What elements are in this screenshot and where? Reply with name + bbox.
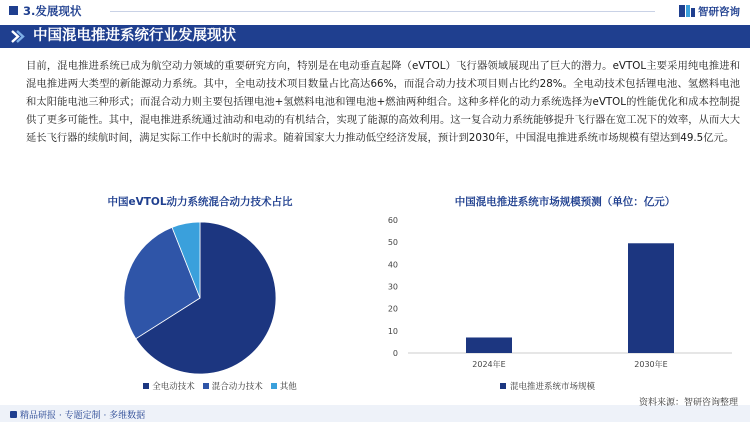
y-tick-label: 30 (387, 282, 398, 292)
pie-legend-item (203, 380, 263, 392)
y-tick-label: 60 (387, 216, 398, 225)
pie-legend-item (271, 380, 297, 392)
top-bar (0, 0, 750, 22)
x-tick-label: 2024年E (472, 360, 506, 369)
y-tick-label: 20 (387, 304, 398, 314)
section-marker-icon (9, 6, 18, 15)
y-tick-label: 0 (392, 349, 398, 358)
banner-title: 中国混电推进系统行业发展现状 (33, 28, 236, 44)
pie-legend-swatch (143, 383, 149, 389)
pie-legend-label: 混合动力技术 (211, 382, 263, 392)
y-tick-label: 50 (387, 238, 398, 248)
chevron-right-icon (10, 29, 25, 44)
pie-chart-title: 中国eVTOL动力系统混合动力技术占比 (107, 196, 293, 208)
bar-legend (500, 380, 595, 392)
brand-icon (679, 4, 695, 18)
bar-1 (628, 243, 674, 353)
pie-legend-item (143, 380, 195, 392)
footer-tagline-text: 精品研报 · 专题定制 · 多维数据 (20, 411, 146, 421)
pie-legend-label: 全电动技术 (152, 382, 195, 392)
pie-chart (120, 220, 280, 376)
pie-legend-swatch (203, 383, 209, 389)
bar-legend-label: 混电推进系统市场规模 (510, 382, 596, 392)
header-divider (110, 11, 655, 12)
bar-legend-swatch (500, 383, 506, 389)
brand-logo (679, 3, 740, 19)
source-note: 资料来源：智研咨询整理 (638, 398, 738, 408)
bar-chart (360, 210, 740, 380)
banner (0, 25, 750, 48)
pie-legend-label: 其他 (279, 382, 297, 392)
bar-0 (466, 337, 512, 353)
x-tick-label: 2030年E (634, 360, 668, 369)
y-tick-label: 10 (387, 326, 398, 336)
footer-tagline (10, 408, 145, 421)
brand-name: 智研咨询 (698, 5, 740, 18)
pie-legend (100, 380, 340, 392)
bar-chart-title: 中国混电推进系统市场规模预测（单位：亿元） (454, 196, 676, 208)
body-paragraph: 目前，混电推进系统已成为航空动力领域的重要研究方向，特别是在电动垂直起降（eVTOL）飞行器领域展现出了巨大的潜力。eVTOL主要采用纯电推进和混电推进两大类型的新能源动力系统。其中，全电动技术项目数量占比高达66%，而混合动力技术项目则占比约28%。全电动技术包括锂电池、氢燃料电池和太阳能电池三种形式；而混合动力则主要包括锂电池+氢燃料电池和锂电池+燃油两种组合。这种多样化的动力系统选择为eVTOL的性能优化和成本控制提供了更多可能性。其中，混电推进系统通过油动和电动的有机结合，实现了能源的高效利用。这一复合动力系统能够提升飞行器在宽工况下的效率，从而大大延长飞行器的续航时间，满足实际工作中长航时的需求。随着国家大力推动低空经济发展，预计到2030年，中国混电推进系统市场规模有望达到49.5亿元。 (26, 60, 740, 145)
pie-legend-swatch (271, 383, 277, 389)
y-tick-label: 40 (387, 260, 398, 270)
footer-bullet-icon (10, 411, 17, 418)
section-title: 3.发展现状 (23, 4, 82, 18)
